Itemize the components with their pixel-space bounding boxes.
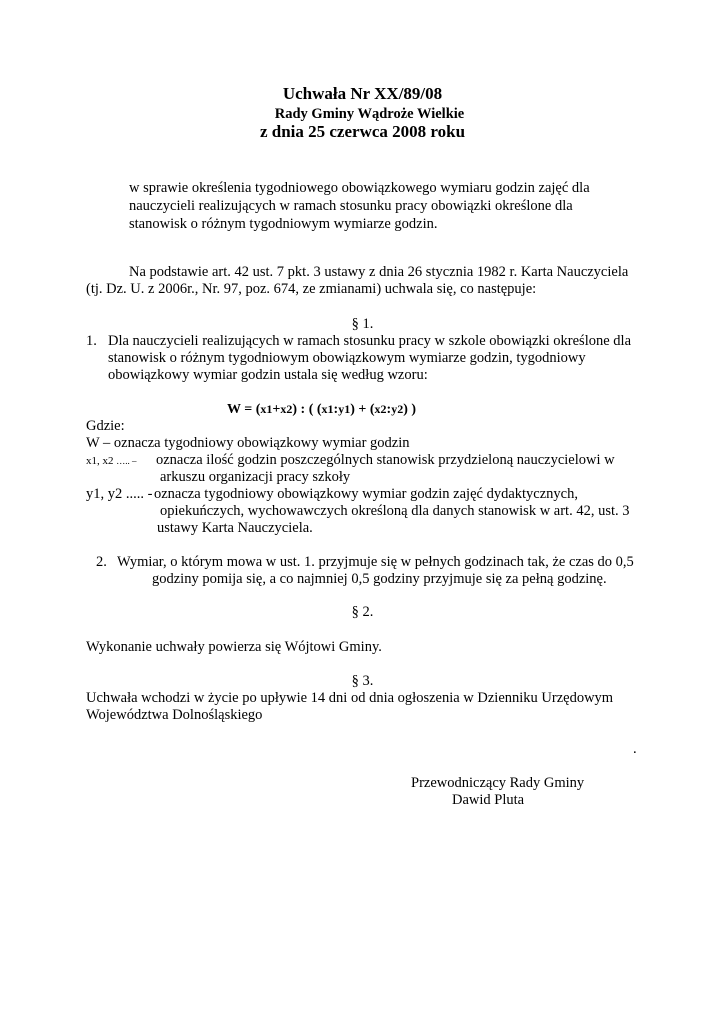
formula-tail: ) )	[403, 402, 417, 417]
paragraph-3-line-1: Uchwała wchodzi w życie po upływie 14 dni od dnia ogłoszenia w Dzienniku Urzędowym	[86, 690, 614, 706]
formula-mid2: ) + (	[350, 402, 375, 417]
item-1-line-1: Dla nauczycieli realizujących w ramach stosunku pracy w szkole obowiązki określone dla	[108, 333, 632, 349]
formula-colon1: :	[333, 402, 339, 417]
formula-mid1: ) : ( (	[292, 402, 322, 417]
w-definition: W – oznacza tygodniowy obowiązkowy wymiar godzin	[86, 435, 410, 451]
item-2-number: 2.	[96, 554, 107, 570]
y-definition-line-2: opiekuńczych, wychowawczych określoną dla danych stanowisk w art. 42, ust. 3	[160, 503, 630, 519]
where-label: Gdzie:	[86, 418, 125, 434]
formula-y1: y1	[338, 402, 351, 416]
resolution-date: z dnia 25 czerwca 2008 roku	[259, 122, 466, 141]
paragraph-2-text: Wykonanie uchwały powierza się Wójtowi Gminy.	[86, 639, 382, 655]
formula-x1: x1	[260, 402, 273, 416]
paragraph-3-heading: § 3.	[351, 673, 374, 689]
stray-dot: .	[633, 741, 637, 757]
formula	[227, 401, 416, 418]
paragraph-2-heading: § 2.	[351, 604, 374, 620]
formula-colon2: :	[386, 402, 392, 417]
y-definition-line-1: oznacza tygodniowy obowiązkowy wymiar godzin zajęć dydaktycznych,	[154, 486, 578, 502]
item-2-line-1: Wymiar, o którym mowa w ust. 1. przyjmuje się w pełnych godzinach tak, że czas do 0,5	[117, 554, 634, 570]
x-variable-dots: ….. –	[116, 456, 137, 466]
paragraph-3-line-2: Województwa Dolnośląskiego	[86, 707, 263, 723]
subject-line-2: nauczycieli realizujących w ramach stosunku pracy obowiązki określone dla	[129, 198, 573, 214]
item-1-number: 1.	[86, 333, 97, 349]
item-1-line-3: obowiązkowy wymiar godzin ustala się według wzoru:	[108, 367, 428, 383]
legal-basis-line-1: Na podstawie art. 42 ust. 7 pkt. 3 ustawy z dnia 26 stycznia 1982 r. Karta Nauczyciela	[129, 264, 629, 280]
formula-y2: y2	[391, 402, 404, 416]
formula-x2: x2	[280, 402, 293, 416]
legal-basis-line-2: (tj. Dz. U. z 2006r., Nr. 97, poz. 674, ze zmianami) uchwala się, co następuje:	[86, 281, 537, 297]
signature-name: Dawid Pluta	[452, 792, 525, 808]
formula-x1b: x1	[321, 402, 334, 416]
signature-role: Przewodniczący Rady Gminy	[411, 775, 585, 791]
y-definition-line-3: ustawy Karta Nauczyciela.	[157, 520, 313, 536]
resolution-title: Uchwała Nr XX/89/08	[282, 84, 443, 103]
x-definition-line-2: arkuszu organizacji pracy szkoły	[160, 469, 351, 485]
x-variable-names: x1, x2	[86, 455, 117, 467]
y-variables: y1, y2 ..... -	[86, 486, 153, 502]
formula-lead: W = (	[227, 402, 261, 417]
subject-line-1: w sprawie określenia tygodniowego obowiązkowego wymiaru godzin zajęć dla	[129, 180, 590, 196]
item-1-line-2: stanowisk o różnym tygodniowym obowiązkowym wymiarze godzin, tygodniowy	[108, 350, 586, 366]
formula-plus: +	[272, 402, 281, 417]
item-2-line-2: godziny pomija się, a co najmniej 0,5 godziny przyjmuje się za pełną godzinę.	[152, 571, 607, 587]
formula-x2b: x2	[374, 402, 387, 416]
subject-line-3: stanowisk o różnym tygodniowym wymiarze godzin.	[129, 216, 438, 232]
paragraph-1-heading: § 1.	[351, 316, 374, 332]
council-name: Rady Gminy Wądroże Wielkie	[274, 106, 465, 122]
x-variables	[86, 452, 137, 470]
x-definition-line-1: oznacza ilość godzin poszczególnych stanowisk przydzieloną nauczycielowi w	[156, 452, 615, 468]
